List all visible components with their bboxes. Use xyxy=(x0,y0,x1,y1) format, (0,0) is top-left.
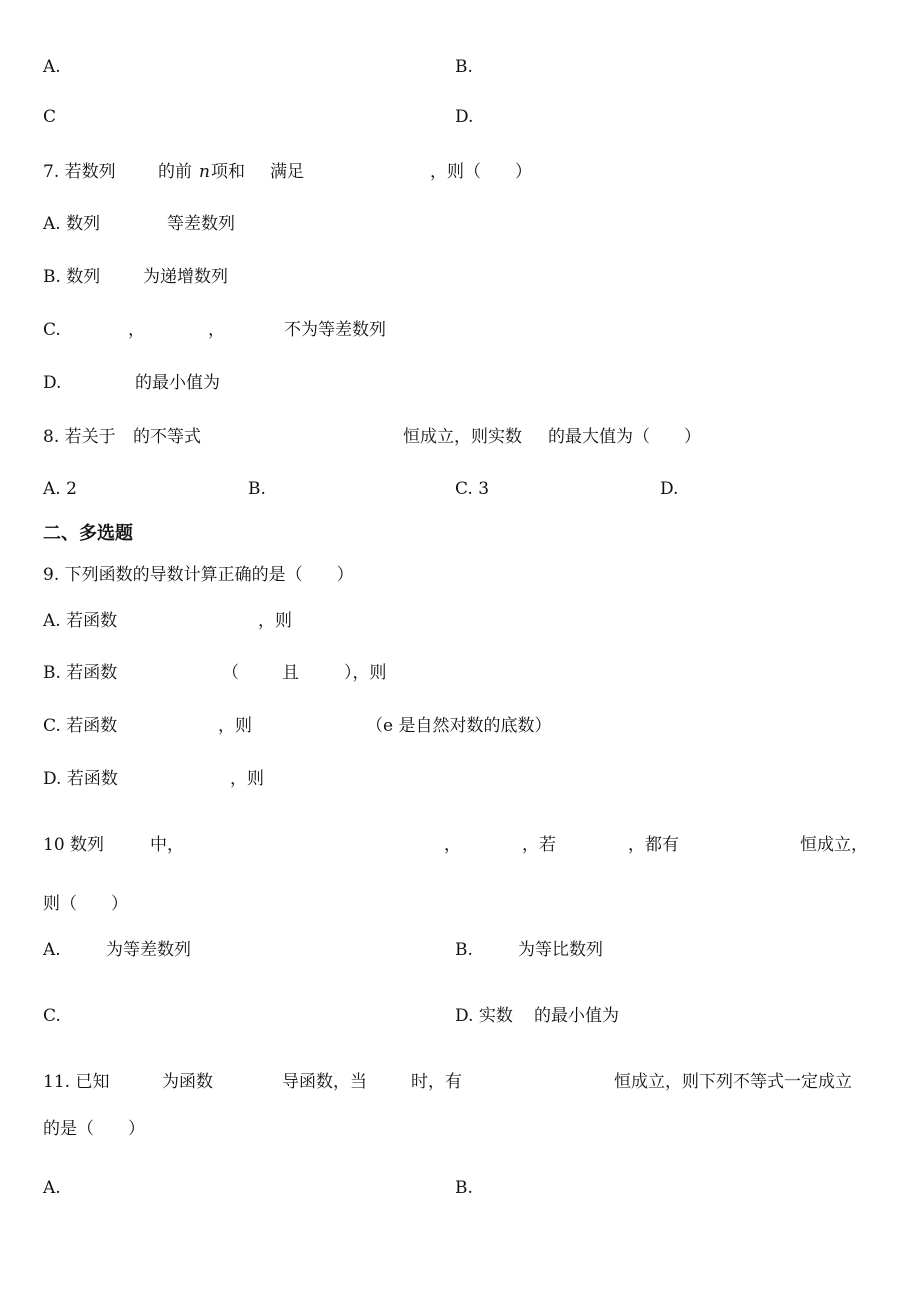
q10-option-c-label: C. xyxy=(43,1006,61,1026)
q7-option-d-label: D. xyxy=(43,373,62,393)
q10-option-d-label: D. 实数 xyxy=(455,1006,513,1026)
q11-option-b-label: B. xyxy=(455,1178,473,1198)
q6-option-a: A. xyxy=(43,57,61,77)
q9-stem: 9. 下列函数的导数计算正确的是（ ） xyxy=(43,565,354,585)
q7-stem-n: n xyxy=(199,162,210,182)
q7-stem-part5: ，则（ ） xyxy=(430,162,532,182)
q7-option-d-text: 的最小值为 xyxy=(135,373,220,393)
q10-option-b-label: B. xyxy=(455,940,473,960)
q11-stem-part4: 时，有 xyxy=(411,1072,462,1092)
q9-option-a-label: A. 若函数 xyxy=(43,611,118,631)
q7-option-c-comma2: ， xyxy=(208,320,225,340)
q8-option-d: D. xyxy=(660,479,679,499)
q10-stem-part1: 10 数列 xyxy=(43,835,105,855)
q11-stem-part1: 11. 已知 xyxy=(43,1072,110,1092)
q7-option-c-comma1: ， xyxy=(128,320,145,340)
q11-stem-part3: 导函数，当 xyxy=(282,1072,367,1092)
q9-option-a-then: ，则 xyxy=(258,611,292,631)
q10-stem-part2: 中， xyxy=(150,835,184,855)
q7-stem-part1: 7. 若数列 xyxy=(43,162,116,182)
q10-option-a-label: A. xyxy=(43,940,61,960)
q10-stem-part3: ， xyxy=(444,835,461,855)
q8-option-c: C. 3 xyxy=(455,479,490,499)
q8-stem-part3: 恒成立，则实数 xyxy=(403,427,522,447)
q9-option-c-then: ，则 xyxy=(218,716,252,736)
q10-stem-part4: ，若 xyxy=(522,835,556,855)
q9-option-c-label: C. 若函数 xyxy=(43,716,118,736)
q11-stem-part5: 恒成立，则下列不等式一定成立 xyxy=(614,1072,852,1092)
q7-option-a-label: A. 数列 xyxy=(43,214,101,234)
q7-stem-part2: 的前 xyxy=(158,162,192,182)
q6-option-b: B. xyxy=(455,57,473,77)
q10-stem-part6: 恒成立， xyxy=(800,835,868,855)
q7-option-b-label: B. 数列 xyxy=(43,267,101,287)
q9-option-b-label: B. 若函数 xyxy=(43,663,118,683)
q8-stem-part1: 8. 若关于 xyxy=(43,427,116,447)
q7-option-c-label: C. xyxy=(43,320,61,340)
q7-option-c-text: 不为等差数列 xyxy=(284,320,386,340)
q8-option-b: B. xyxy=(248,479,266,499)
q7-stem-part4: 满足 xyxy=(270,162,304,182)
q10-option-a-text: 为等差数列 xyxy=(106,940,191,960)
section-heading-multiple-choice: 二、多选题 xyxy=(43,523,133,544)
q8-stem-part2: 的不等式 xyxy=(133,427,201,447)
q9-option-d-then: ，则 xyxy=(230,769,264,789)
q8-stem-part4: 的最大值为（ ） xyxy=(548,427,701,447)
q7-option-a-text: 等差数列 xyxy=(167,214,235,234)
q7-stem-part3: 项和 xyxy=(211,162,245,182)
q11-option-a-label: A. xyxy=(43,1178,61,1198)
q9-option-b-paren-close: ），则 xyxy=(344,663,387,683)
q7-option-b-text: 为递增数列 xyxy=(143,267,228,287)
q9-option-d-label: D. 若函数 xyxy=(43,769,118,789)
q11-stem-part6: 的是（ ） xyxy=(43,1119,145,1139)
q9-option-b-paren-open: （ xyxy=(222,663,239,683)
q10-option-d-text: 的最小值为 xyxy=(534,1006,619,1026)
q8-option-a: A. 2 xyxy=(43,479,77,499)
q10-stem-part7: 则（ ） xyxy=(43,894,128,914)
q10-stem-part5: ，都有 xyxy=(628,835,679,855)
q6-option-c: C xyxy=(43,107,57,127)
q11-stem-part2: 为函数 xyxy=(162,1072,213,1092)
q6-option-d: D. xyxy=(455,107,474,127)
q10-option-b-text: 为等比数列 xyxy=(518,940,603,960)
q9-option-c-note: （e 是自然对数的底数） xyxy=(366,716,552,736)
q9-option-b-and: 且 xyxy=(282,663,299,683)
